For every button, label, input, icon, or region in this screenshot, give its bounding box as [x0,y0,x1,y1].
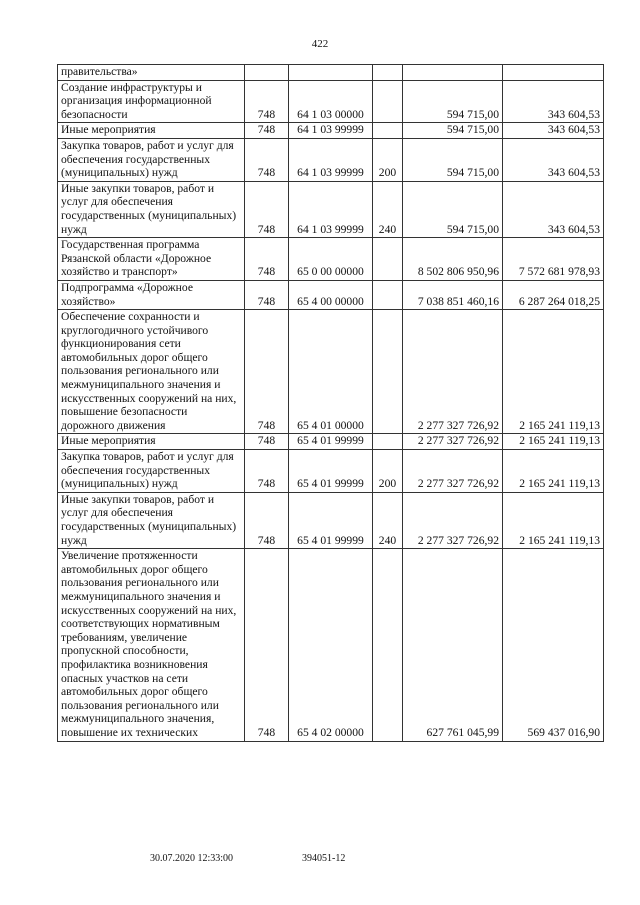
amount-2: 343 604,53 [503,80,604,123]
ministry-code: 748 [245,450,289,493]
row-name: Иные мероприятия [58,434,245,450]
target-article-code: 64 1 03 99999 [289,123,373,139]
amount-2: 2 165 241 119,13 [503,434,604,450]
table-row [58,123,604,139]
row-name: Иные закупки товаров, работ и услуг для обеспечения государственных (муниципальных) нужд [58,492,245,548]
amount-1: 8 502 806 950,96 [403,238,503,281]
ministry-code: 748 [245,181,289,237]
row-name: Создание инфраструктуры и организация информационной безопасности [58,80,245,123]
target-article-code: 64 1 03 99999 [289,181,373,237]
table-row [58,65,604,81]
amount-2: 343 604,53 [503,123,604,139]
target-article-code: 65 4 01 00000 [289,310,373,434]
ministry-code [245,65,289,81]
amount-2: 6 287 264 018,25 [503,280,604,309]
amount-1: 594 715,00 [403,80,503,123]
amount-1: 2 277 327 726,92 [403,434,503,450]
row-name: Увеличение протяженности автомобильных дорог общего пользования регионального или межмуниципального значения и искусственных сооружений на них, соответствующих нормативным требованиям, увеличение пропускной способности, профилактика возникновения опасных участков на сети автомобильных дорог общего пользования регионального или межмуниципального значения, повышение их технических [58,549,245,741]
amount-1: 627 761 045,99 [403,549,503,741]
row-name: Государственная программа Рязанской области «Дорожное хозяйство и транспорт» [58,238,245,281]
target-article-code: 65 4 01 99999 [289,434,373,450]
table-row [58,80,604,123]
target-article-code: 65 4 02 00000 [289,549,373,741]
target-article-code: 65 0 00 00000 [289,238,373,281]
table-row [58,450,604,493]
amount-2: 569 437 016,90 [503,549,604,741]
ministry-code: 748 [245,549,289,741]
amount-1: 2 277 327 726,92 [403,450,503,493]
target-article-code: 65 4 01 99999 [289,450,373,493]
table-row [58,434,604,450]
amount-1: 2 277 327 726,92 [403,310,503,434]
expense-type-code [373,280,403,309]
table-row [58,238,604,281]
amount-2: 2 165 241 119,13 [503,492,604,548]
footer-document-id: 394051-12 [302,853,346,864]
ministry-code: 748 [245,280,289,309]
ministry-code: 748 [245,434,289,450]
row-name: Иные закупки товаров, работ и услуг для обеспечения государственных (муниципальных) нужд [58,181,245,237]
table-row [58,549,604,741]
target-article-code: 65 4 01 99999 [289,492,373,548]
expense-type-code: 240 [373,181,403,237]
ministry-code: 748 [245,80,289,123]
amount-1: 594 715,00 [403,123,503,139]
amount-2: 2 165 241 119,13 [503,450,604,493]
amount-1: 594 715,00 [403,138,503,181]
table-row [58,181,604,237]
expense-type-code [373,123,403,139]
target-article-code: 64 1 03 99999 [289,138,373,181]
ministry-code: 748 [245,492,289,548]
expense-type-code: 240 [373,492,403,548]
amount-1: 7 038 851 460,16 [403,280,503,309]
expense-type-code: 200 [373,450,403,493]
amount-1 [403,65,503,81]
footer-timestamp: 30.07.2020 12:33:00 [150,853,234,864]
amount-1: 2 277 327 726,92 [403,492,503,548]
budget-table [57,64,604,742]
amount-2: 7 572 681 978,93 [503,238,604,281]
expense-type-code [373,434,403,450]
amount-1: 594 715,00 [403,181,503,237]
expense-type-code: 200 [373,138,403,181]
row-name: Подпрограмма «Дорожное хозяйство» [58,280,245,309]
target-article-code: 65 4 00 00000 [289,280,373,309]
expense-type-code [373,80,403,123]
target-article-code [289,65,373,81]
expense-type-code [373,238,403,281]
amount-2: 2 165 241 119,13 [503,310,604,434]
row-name: Иные мероприятия [58,123,245,139]
row-name: правительства» [58,65,245,81]
ministry-code: 748 [245,138,289,181]
amount-2: 343 604,53 [503,138,604,181]
table-row [58,492,604,548]
amount-2: 343 604,53 [503,181,604,237]
row-name: Обеспечение сохранности и круглогодичного устойчивого функционирования сети автомобильных дорог общего пользования регионального или межмуниципального значения и искусственных сооружений на них, повышение безопасности дорожного движения [58,310,245,434]
target-article-code: 64 1 03 00000 [289,80,373,123]
expense-type-code [373,65,403,81]
expense-type-code [373,549,403,741]
table-row [58,310,604,434]
page-number: 422 [311,38,329,50]
ministry-code: 748 [245,238,289,281]
table-row [58,280,604,309]
amount-2 [503,65,604,81]
ministry-code: 748 [245,123,289,139]
row-name: Закупка товаров, работ и услуг для обеспечения государственных (муниципальных) нужд [58,450,245,493]
row-name: Закупка товаров, работ и услуг для обеспечения государственных (муниципальных) нужд [58,138,245,181]
expense-type-code [373,310,403,434]
table-row [58,138,604,181]
ministry-code: 748 [245,310,289,434]
